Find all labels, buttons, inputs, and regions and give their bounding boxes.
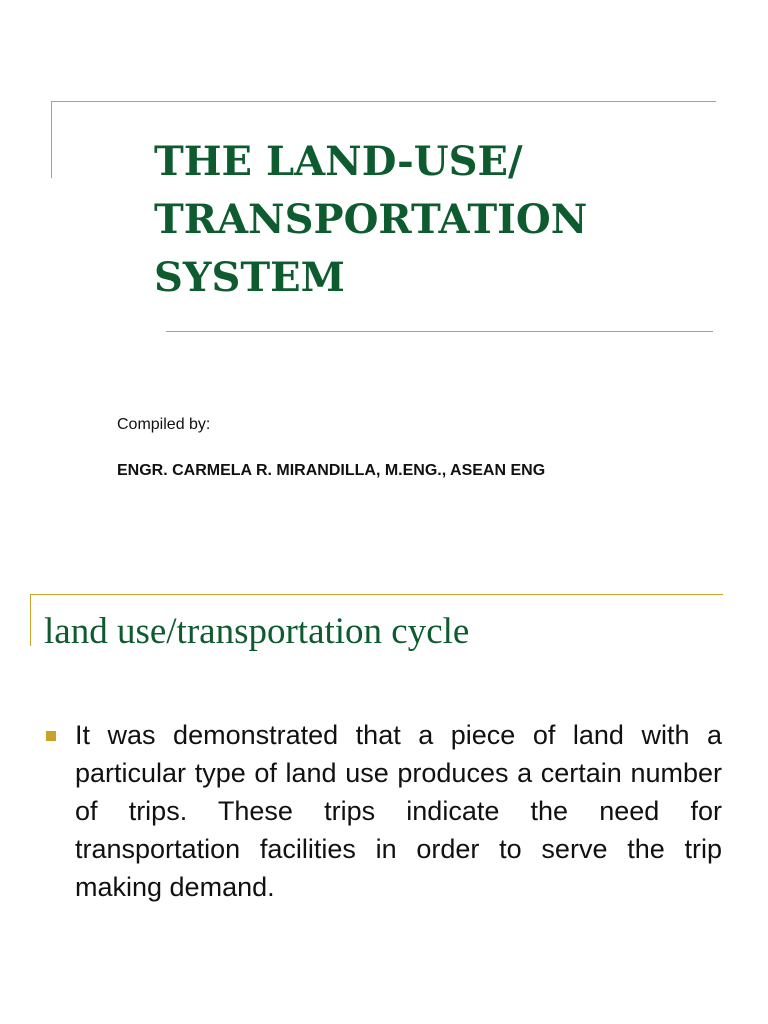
slide-heading: land use/transportation cycle	[44, 611, 470, 652]
compiled-by-label: Compiled by:	[117, 416, 211, 433]
content-slide	[0, 576, 768, 1024]
left-accent-rule	[30, 594, 31, 646]
title-line-1: THE LAND-USE/	[154, 138, 523, 185]
bullet-item	[40, 716, 722, 906]
bullet-text: It was demonstrated that a piece of land with a particular type of land use produces a certain number of trips. These trips indicate the need for transportation facilities in order to serve the trip making demand.	[75, 720, 722, 902]
title-underline-rule	[166, 331, 713, 332]
author-name: ENGR. CARMELA R. MIRANDILLA, M.ENG., ASEAN ENG	[117, 462, 546, 479]
top-accent-rule	[30, 594, 723, 595]
left-accent-rule	[51, 101, 52, 178]
title-line-3: SYSTEM	[154, 254, 345, 301]
slide-title	[154, 133, 734, 307]
square-bullet-icon	[46, 731, 56, 741]
bullet-list	[40, 716, 722, 906]
title-line-2: TRANSPORTATION	[154, 196, 588, 243]
top-accent-rule	[51, 101, 716, 102]
